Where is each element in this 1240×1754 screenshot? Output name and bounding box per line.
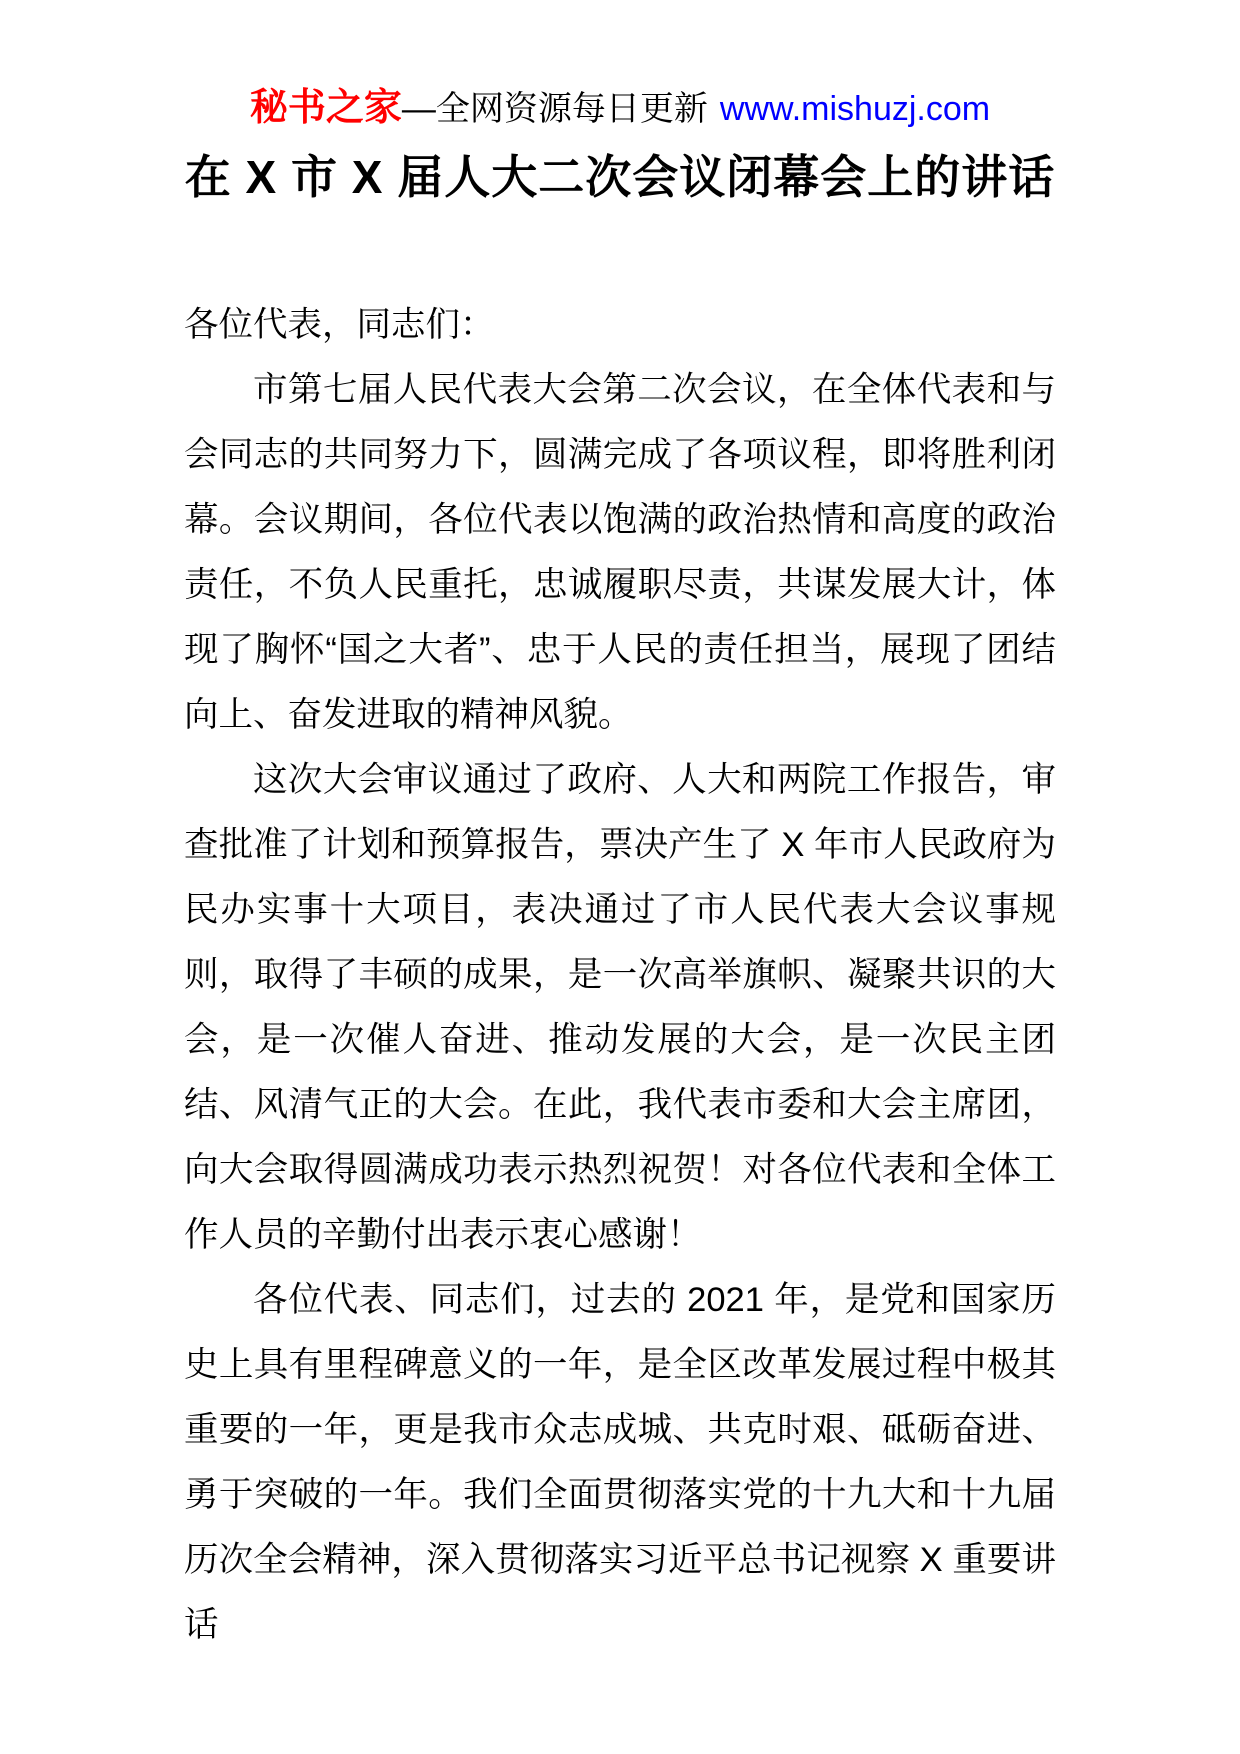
paragraph: 市第七届人民代表大会第二次会议，在全体代表和与会同志的共同努力下，圆满完成了各项议程，即将胜利闭幕。会议期间，各位代表以饱满的政治热情和高度的政治责任，不负人民重托，忠诚履职尽责，共谋发展大计，体现了胸怀“国之大者”、忠于人民的责任担当，展现了团结向上、奋发进取的精神风貌。 bbox=[184, 371, 1056, 734]
site-tagline: 全网资源每日更新 bbox=[435, 90, 708, 128]
document-title: 在 X 市 X 届人大二次会议闭幕会上的讲话 bbox=[184, 151, 1056, 203]
document-body bbox=[184, 293, 1056, 1658]
site-header bbox=[0, 0, 1240, 133]
site-brand: 秘书之家 bbox=[249, 87, 402, 129]
site-url[interactable]: www.mishuzj.com bbox=[719, 90, 991, 128]
paragraph: 这次大会审议通过了政府、人大和两院工作报告，审查批准了计划和预算报告，票决产生了 X 年市人民政府为民办实事十大项目，表决通过了市人民代表大会议事规则，取得了丰硕的成果，是一次高举旗帜、凝聚共识的大会，是一次催人奋进、推动发展的大会，是一次民主团结、风清气正的大会。在此，我代表市委和大会主席团，向大会取得圆满成功表示热烈祝贺！对各位代表和全体工作人员的辛勤付出表示衷心感谢！ bbox=[184, 761, 1056, 1254]
paragraph: 各位代表、同志们，过去的 2021 年，是党和国家历史上具有里程碑意义的一年，是全区改革发展过程中极其重要的一年，更是我市众志成城、共克时艰、砥砺奋进、勇于突破的一年。我们全面贯彻落实党的十九大和十九届历次全会精神，深入贯彻落实习近平总书记视察 X 重要讲话 bbox=[184, 1281, 1056, 1644]
paragraph: 各位代表，同志们： bbox=[184, 306, 495, 344]
header-separator: — bbox=[401, 90, 436, 128]
